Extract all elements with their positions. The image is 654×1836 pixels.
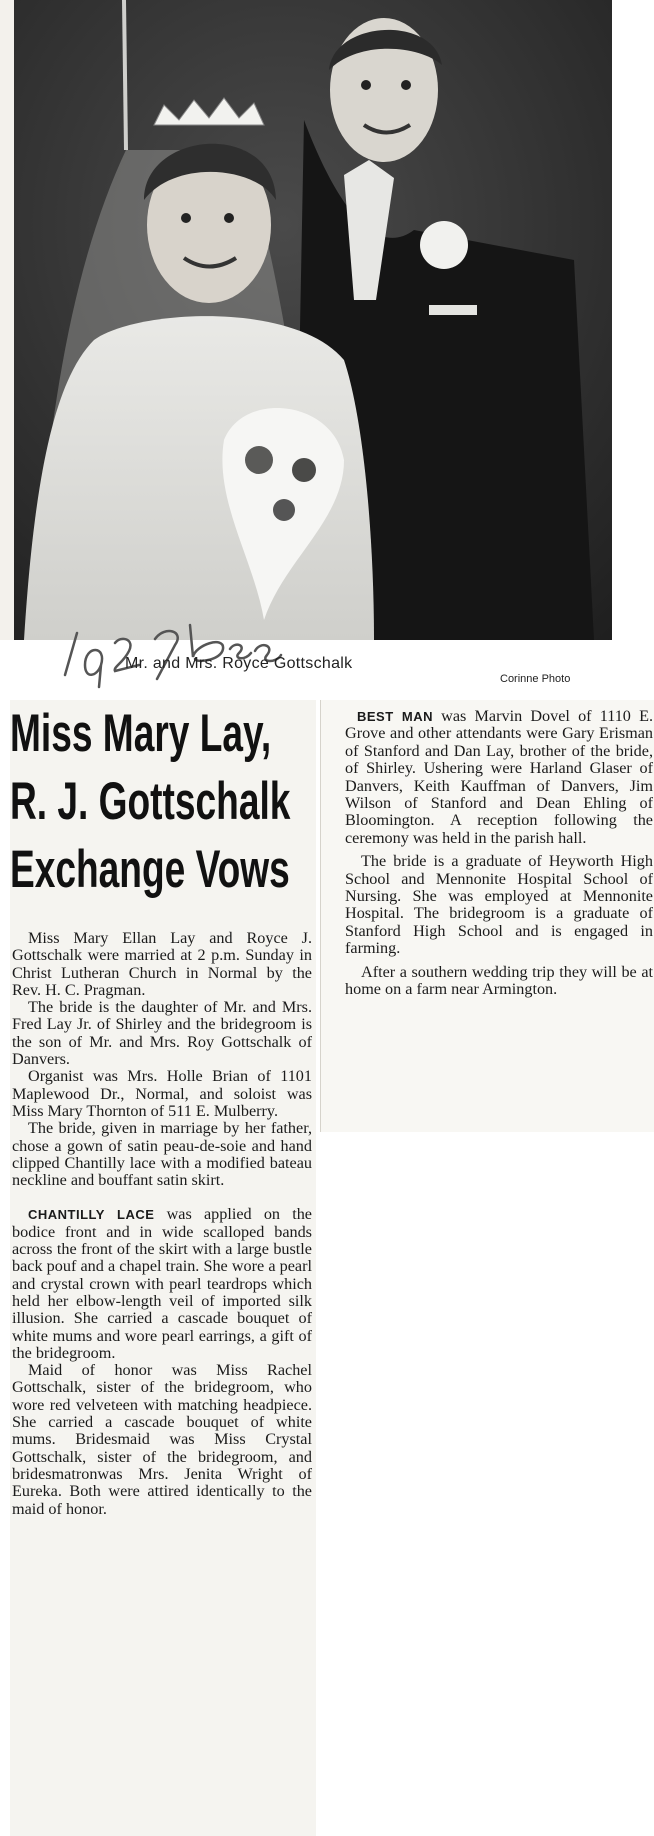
paragraph: The bride is a graduate of Heyworth High School and Mennonite Hospital School of Nursing. She was employed at Mennonite Hospital. The bridegroom is a graduate of Stanford High School and is engaged in farming.	[345, 852, 653, 958]
paragraph: Miss Mary Ellan Lay and Royce J. Gottschalk were married at 2 p.m. Sunday in Christ Lutheran Church in Normal by the Rev. H. C. Pragman.	[12, 929, 312, 999]
paragraph-chantilly-lace	[12, 1206, 312, 1362]
headline-line: Exchange Vows	[10, 840, 290, 899]
paragraph-text: was Marvin Dovel of 1110 E. Grove and other attendants were Gary Erisman of Stanford and Dan Lay, brother of the bride, of Shirley. Ushering were Harland Glaser of Danvers, Keith Kauffman of Danvers, Jim Wilson of Stanford and Dean Ehling of Bloomington. A reception following the ceremony was held in the parish hall.	[345, 707, 653, 847]
paragraph-best-man	[345, 708, 653, 847]
photo-credit: Corinne Photo	[500, 673, 571, 685]
scan-margin	[0, 640, 10, 1836]
article-headline	[10, 700, 316, 904]
headline-line: Miss Mary Lay,	[10, 704, 272, 763]
subhead-lead: CHANTILLY LACE	[28, 1207, 155, 1223]
subhead-lead: BEST MAN	[357, 709, 434, 724]
wedding-photo	[14, 0, 612, 640]
headline-line: R. J. Gottschalk	[10, 772, 291, 831]
paragraph: Organist was Mrs. Holle Brian of 1101 Maplewood Dr., Normal, and soloist was Miss Mary Thornton of 511 E. Mulberry.	[12, 1067, 312, 1120]
photo-frame	[0, 0, 612, 640]
paragraph: The bride is the daughter of Mr. and Mrs. Fred Lay Jr. of Shirley and the bridegroom is the son of Mr. and Mrs. Roy Gottschalk of Danvers.	[12, 998, 312, 1069]
article-body-right	[345, 708, 653, 999]
paragraph: After a southern wedding trip they will be at home on a farm near Armington.	[345, 962, 653, 999]
article-right-column	[320, 700, 654, 1132]
paragraph-text: was applied on the bodice front and in wide scalloped bands across the front of the skirt with a large bustle back pouf and a chapel train. She wore a pearl and crystal crown with pearl teardrops which held her elbow-length veil of imported silk illusion. She carried a cascade bouquet of white mums and wore pearl earrings, a gift of the bridegroom.	[12, 1205, 312, 1362]
wedding-couple-photo-icon	[14, 0, 612, 640]
article-body-left	[12, 930, 312, 1518]
paragraph: Maid of honor was Miss Rachel Gottschalk, sister of the bridegroom, who wore red velveteen with matching headpiece. She carried a cascade bouquet of white mums. Bridesmaid was Miss Crystal Gottschalk, sister of the bridegroom, and bridesmatronwas Mrs. Jenita Wright of Eureka. Both were attired identically to the maid of honor.	[12, 1361, 312, 1518]
paragraph: The bride, given in marriage by her father, chose a gown of satin peau-de-soie and hand clipped Chantilly lace with a modified bateau neckline and bouffant satin skirt.	[12, 1119, 312, 1190]
photo-caption: Mr. and Mrs. Royce Gottschalk	[125, 655, 353, 672]
handwritten-date-annotation	[55, 605, 295, 695]
article-left-column	[10, 700, 316, 1836]
